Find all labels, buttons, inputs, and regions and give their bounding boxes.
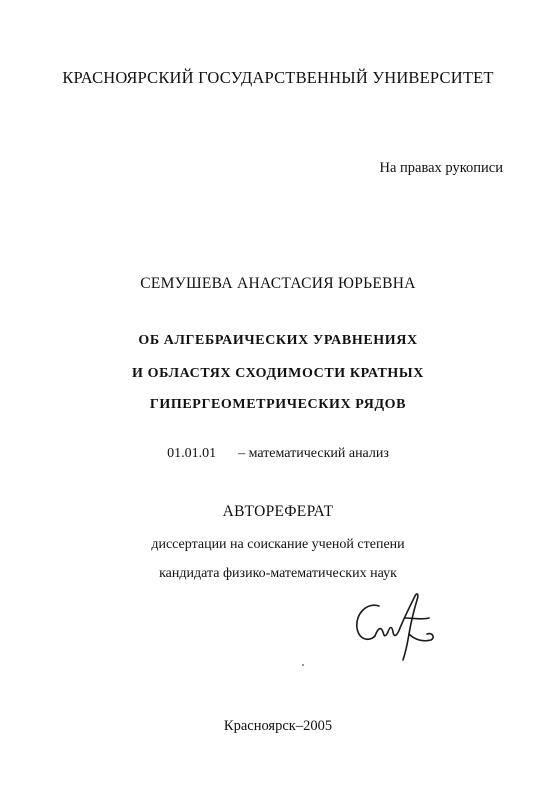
degree-description-line-1: диссертации на соискание ученой степени bbox=[151, 537, 405, 552]
thesis-title-line-3: ГИПЕРГЕОМЕТРИЧЕСКИХ РЯДОВ bbox=[149, 397, 407, 412]
university-name: КРАСНОЯРСКИЙ ГОСУДАРСТВЕННЫЙ УНИВЕРСИТЕТ bbox=[62, 68, 494, 87]
degree-description-line-2: кандидата физико-математических наук bbox=[159, 566, 397, 581]
author-name: СЕМУШЕВА АНАСТАСИЯ ЮРЬЕВНА bbox=[140, 275, 416, 292]
stray-mark bbox=[302, 664, 304, 666]
manuscript-note: На правах рукописи bbox=[379, 160, 503, 176]
handwritten-signature bbox=[345, 588, 445, 668]
city-year: Красноярск–2005 bbox=[223, 718, 333, 734]
specialty-name: математический анализ bbox=[248, 446, 389, 461]
thesis-title-line-2: И ОБЛАСТЯХ СХОДИМОСТИ КРАТНЫХ bbox=[132, 366, 424, 381]
document-type: АВТОРЕФЕРАТ bbox=[222, 503, 334, 520]
specialty-line bbox=[0, 446, 556, 462]
specialty-code: 01.01.01 bbox=[167, 446, 217, 461]
thesis-title-line-1: ОБ АЛГЕБРАИЧЕСКИХ УРАВНЕНИЯХ bbox=[138, 333, 418, 348]
specialty-separator: – bbox=[238, 446, 246, 461]
